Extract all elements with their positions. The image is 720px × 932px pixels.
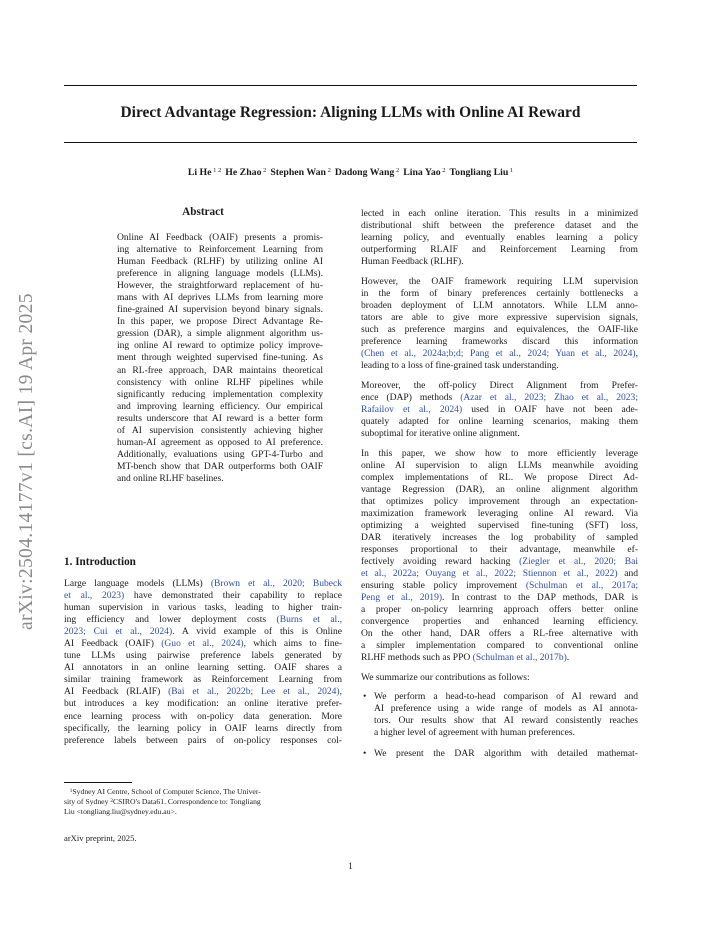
text-line <box>361 496 638 508</box>
text-line <box>361 336 638 348</box>
text-run: In this paper, we show how to more efficiently leverage <box>361 447 638 459</box>
text-line <box>117 473 323 485</box>
bullet-marker: • <box>363 690 367 702</box>
text-line <box>117 352 323 364</box>
arxiv-identifier-stamp: arXiv:2504.14177v1 [cs.AI] 19 Apr 2025 <box>16 293 37 630</box>
text-line <box>374 715 638 727</box>
citation-link[interactable]: (Azar et al., 2023; Zhao et al., 2023; <box>460 391 638 403</box>
text-run: , <box>339 686 342 698</box>
text-run: fectively avoiding reward hacking <box>361 556 520 568</box>
text-run: AI preference using a wide range of models as AI annota- <box>374 702 638 714</box>
affiliation-marker: 2 <box>440 167 446 174</box>
text-line <box>64 638 342 650</box>
text-line <box>361 580 638 592</box>
text-line <box>361 448 638 460</box>
text-line <box>64 650 342 662</box>
text-run: convergence properties and enhanced learning efficiency. <box>361 616 638 628</box>
text-run: mans with AI deprives LLMs from learning more <box>117 292 323 304</box>
text-line <box>374 703 638 715</box>
text-run: tors. Our results show that AI reward consistently reaches <box>374 714 638 726</box>
footnote-line: Sydney AI Centre, School of Computer Science, The Univer- <box>72 787 261 796</box>
footnote-marker: 1 <box>69 788 73 794</box>
text-run: complex implementations of RL. We propose Direct Ad- <box>361 471 638 483</box>
text-line <box>361 640 638 652</box>
text-run: Moreover, the off-policy Direct Alignment from Prefer- <box>361 379 638 391</box>
citation-link[interactable]: (Ziegler et al., 2020; Bai <box>519 556 638 568</box>
affiliation-marker: 2 <box>394 167 400 174</box>
author-name: Dadong Wang $^2$ <box>334 167 400 178</box>
text-run: consistency with online RLHF pipelines while <box>117 376 323 388</box>
text-run: leading to a loss of fine-grained task understanding. <box>361 360 559 372</box>
text-line <box>64 590 342 602</box>
text-run: preference labels between pairs of on-policy responses col- <box>64 734 342 746</box>
author-name: He Zhao $^2$ <box>225 167 267 178</box>
text-run: gression (DAR), a simple alignment algorithm us- <box>117 328 323 340</box>
text-line <box>361 360 638 372</box>
text-line <box>64 674 342 686</box>
text-line <box>374 691 638 703</box>
author-name: Li He $^{1 2}$ <box>187 167 222 178</box>
citation-link[interactable]: (Schulman et al., 2017b) <box>472 652 567 664</box>
author-name: Tongliang Liu $^1$ <box>449 167 514 178</box>
author-name: Lina Yao $^2$ <box>403 167 446 178</box>
footnote-line: Liu <tongliang.liu@sydney.edu.au>. <box>64 806 177 816</box>
text-run: optimizing a weighted supervised fine-tuning (SFT) loss, <box>361 519 638 531</box>
text-run: an RL-free approach, DAR maintains theoretical <box>117 364 323 376</box>
text-run: preference learning frameworks discard this information <box>361 336 638 348</box>
citation-link[interactable]: et al., 2023) <box>64 590 125 602</box>
contribution-bullet <box>361 691 638 739</box>
citation-link[interactable]: (Burns et al., <box>276 614 342 626</box>
citation-link[interactable]: Rafailov et al., 2024) <box>361 403 463 415</box>
text-line <box>64 602 342 614</box>
text-run: and online RLHF baselines. <box>117 472 224 484</box>
text-run: AI annotators in an online learning setting. OAIF shares a <box>64 662 342 674</box>
text-line <box>361 628 638 640</box>
citation-link[interactable]: (Schulman et al., 2017a; <box>525 580 638 592</box>
paragraph <box>361 208 638 268</box>
text-run: such as preference margins and equivalences, the OAIF-like <box>361 324 638 336</box>
page-number: 1 <box>348 862 353 872</box>
text-line <box>117 377 323 389</box>
text-run: and improving learning efficiency. Our empirical <box>117 400 323 412</box>
footnote-line: sity of Sydney <box>64 796 111 806</box>
text-run: Human Feedback (RLHF). <box>361 256 464 268</box>
text-line <box>361 616 638 628</box>
text-run: human-AI agreement as opposed to AI preference. <box>117 436 323 448</box>
paragraph <box>361 380 638 440</box>
text-run: learning policy, and eventually enables learning a policy <box>361 232 638 244</box>
text-line <box>64 686 342 698</box>
text-line <box>117 365 323 377</box>
paper-title: Direct Advantage Regression: Aligning LLMs with Online AI Reward <box>120 104 581 121</box>
text-line <box>117 256 323 268</box>
affiliation-marker: 1 2 <box>211 167 222 174</box>
text-line <box>117 244 323 256</box>
text-run: similar training framework as Reinforcement Learning from <box>64 674 342 686</box>
text-line <box>117 449 323 461</box>
text-run: ence learning process with on-policy data generation. More <box>64 710 342 722</box>
author-list <box>64 167 637 178</box>
text-line <box>361 392 638 404</box>
text-run: We present the DAR algorithm with detailed mathemat- <box>374 747 638 759</box>
abstract-body <box>117 232 323 485</box>
text-line <box>64 626 342 638</box>
text-run: but introduces a key modification: an online iterative prefer- <box>64 698 342 710</box>
footnote-marker: 2 <box>110 797 113 804</box>
text-line <box>117 389 323 401</box>
text-run: a higher level of agreement with human preferences. <box>374 726 575 738</box>
text-line <box>117 401 323 413</box>
text-run: ence (DAP) methods <box>361 391 461 403</box>
text-line <box>361 380 638 392</box>
text-run: quately adapted for online learning scenarios, making them <box>361 415 638 427</box>
text-line <box>117 413 323 425</box>
text-run: responses proportional to their advantage, meanwhile ef- <box>361 544 638 555</box>
text-run: On the other hand, DAR offers a RL-free alternative with <box>361 628 638 640</box>
text-run: tators are able to give more expressive supervision signals, <box>361 311 638 323</box>
citation-link[interactable]: (Guo et al., 2024) <box>161 638 244 650</box>
text-run: lected in each online iteration. This results in a minimized <box>361 208 638 219</box>
paragraph <box>361 276 638 372</box>
text-run: significantly reducing implementation complexity <box>117 388 323 400</box>
text-line <box>64 698 342 710</box>
text-line <box>361 208 638 220</box>
text-run: of AI supervision consistently achieving higher <box>117 424 323 436</box>
text-run: , which aims to fine- <box>243 638 343 650</box>
text-run: Large language models (LLMs) <box>64 578 211 589</box>
text-line <box>361 484 638 496</box>
text-run: ensuring stable policy improvement <box>361 580 526 592</box>
text-run: ing efficiency and lower deployment costs <box>64 614 277 626</box>
text-line <box>117 316 323 328</box>
text-run: online AI supervision to align LLMs meanwhile avoiding <box>361 459 638 471</box>
text-line <box>64 578 342 590</box>
text-run: preference in aligning language models (LLMs). <box>117 268 323 280</box>
citation-link[interactable]: Peng et al., 2019) <box>361 592 443 604</box>
text-run: AI Feedback (RLAIF) <box>64 686 169 698</box>
text-line <box>374 748 638 760</box>
text-line <box>361 404 638 416</box>
citation-link[interactable]: et al., 2022a; Ouyang et al., 2022; Stiennon et al., 2022) <box>361 568 618 580</box>
text-line <box>64 614 342 626</box>
right-column-body <box>361 208 638 769</box>
text-run: have demonstrated their capability to replace <box>124 590 342 602</box>
text-line <box>361 556 638 568</box>
text-run: a simpler implementation compared to conventional online <box>361 640 638 652</box>
title-bottom-rule <box>64 142 637 143</box>
text-line <box>361 256 638 268</box>
text-run: and <box>617 568 639 580</box>
text-run: distributional shift between the preference dataset and the <box>361 220 638 232</box>
text-line <box>117 280 323 292</box>
text-line <box>361 232 638 244</box>
text-run: Online AI Feedback (OAIF) presents a promis- <box>117 232 323 243</box>
text-line <box>374 727 638 739</box>
text-run: fine-grained AI supervision beyond binary signals. <box>117 304 323 316</box>
text-run: We summarize our contributions as follows: <box>361 672 530 684</box>
bullet-marker: • <box>363 747 367 759</box>
affiliation-marker: 2 <box>261 167 267 174</box>
text-run: However, the straightforward replacement of hu- <box>117 280 323 292</box>
citation-link[interactable]: 2023; Cui et al., 2024) <box>64 626 173 638</box>
text-line <box>361 428 638 440</box>
text-run: ing online AI reward to optimize policy improve- <box>117 340 323 352</box>
text-run: outperforming RLAIF and Reinforcement Learning from <box>361 244 638 256</box>
text-run: vantage Regression (DAR), an online alignment algorithm <box>361 483 638 495</box>
text-line <box>117 292 323 304</box>
text-line <box>361 276 638 288</box>
text-run: results underscore that AI reward is a better form <box>117 412 323 424</box>
text-line <box>64 711 342 723</box>
text-line <box>361 348 638 360</box>
text-run: specifically, the learning policy in OAIF learns directly from <box>64 722 342 734</box>
text-line <box>361 568 638 580</box>
text-line <box>361 324 638 336</box>
text-line <box>361 220 638 232</box>
citation-link[interactable]: (Chen et al., 2024a;b;d; Pang et al., 2024; Yuan et al., 2024) <box>361 348 636 360</box>
text-line <box>361 652 638 664</box>
text-line <box>64 662 342 674</box>
text-line <box>117 328 323 340</box>
text-run: in the form of binary preferences certainly bottlenecks a <box>361 287 638 299</box>
citation-link[interactable]: (Brown et al., 2020; Bubeck <box>210 578 342 589</box>
introduction-heading: 1. Introduction <box>64 556 136 568</box>
text-line <box>361 544 638 556</box>
text-run: . <box>566 652 570 664</box>
text-run: . A vivid example of this is Online <box>172 626 342 638</box>
text-run: , <box>635 348 638 360</box>
top-rule <box>64 85 637 86</box>
text-line <box>117 437 323 449</box>
footnote-line: CSIRO's Data61. Correspondence to: Tongliang <box>112 796 261 806</box>
text-run: Human Feedback (RLHF) by utilizing online AI <box>117 256 323 268</box>
text-line <box>361 460 638 472</box>
text-line <box>117 232 323 244</box>
text-line <box>361 520 638 532</box>
text-run: We perform a head-to-head comparison of AI reward and <box>374 690 638 702</box>
text-run: used in OAIF have not been ade- <box>462 403 638 415</box>
paragraph <box>361 448 638 665</box>
text-line <box>117 304 323 316</box>
text-line <box>361 508 638 520</box>
text-run: maximization framework leveraging online AI reward. Via <box>361 507 638 519</box>
text-run: MT-bench show that DAR outperforms both OAIF <box>117 460 323 472</box>
text-line <box>64 723 342 735</box>
affiliation-marker: 1 <box>508 167 514 174</box>
text-run: . In contrast to the DAP methods, DAR is <box>442 592 639 604</box>
text-run: a proper on-policy learnring approach offers better online <box>361 604 638 616</box>
affiliation-footnote <box>64 787 342 816</box>
text-line <box>361 472 638 484</box>
text-line <box>64 735 342 747</box>
text-run: suboptimal for iterative online alignment. <box>361 427 520 439</box>
text-run: AI Feedback (OAIF) <box>64 638 162 650</box>
text-line <box>117 268 323 280</box>
text-line <box>361 532 638 544</box>
text-line <box>361 244 638 256</box>
text-run: that optimizes policy improvement through an expectation- <box>361 495 638 507</box>
preprint-note: arXiv preprint, 2025. <box>64 833 137 843</box>
text-run: ing alternative to Reinforcement Learning from <box>117 244 323 256</box>
text-line <box>361 672 638 684</box>
paragraph <box>361 672 638 684</box>
text-run: tune LLMs using pairwise preference labels generated by <box>64 650 342 662</box>
author-name: Stephen Wan $^2$ <box>270 167 331 178</box>
abstract-heading: Abstract <box>182 206 224 218</box>
text-line <box>361 312 638 324</box>
text-line <box>361 288 638 300</box>
introduction-body <box>64 578 342 747</box>
footnote-rule <box>64 782 132 783</box>
text-run: RLHF methods such as PPO <box>361 652 473 664</box>
text-line <box>117 425 323 437</box>
text-run: ment through weighted supervised fine-tuning. As <box>117 352 323 364</box>
text-run: However, the OAIF framework requiring LLM supervision <box>361 275 638 287</box>
text-line <box>361 592 638 604</box>
text-line <box>117 340 323 352</box>
text-line <box>361 416 638 428</box>
text-run: human supervision in various tasks, leading to higher train- <box>64 602 342 614</box>
text-line <box>361 604 638 616</box>
text-run: broaden deployment of LLM annotators. While LLM anno- <box>361 299 638 311</box>
affiliation-marker: 2 <box>325 167 331 174</box>
text-run: In this paper, we propose Direct Advantage Re- <box>117 316 323 328</box>
text-run: DAR iteratively increases the log probability of sampled <box>361 531 638 543</box>
contribution-bullet <box>361 748 638 760</box>
text-run: Additionally, evaluations using GPT-4-Turbo and <box>117 448 323 460</box>
citation-link[interactable]: (Bai et al., 2022b; Lee et al., 2024) <box>168 686 340 698</box>
text-line <box>361 300 638 312</box>
text-line <box>117 461 323 473</box>
